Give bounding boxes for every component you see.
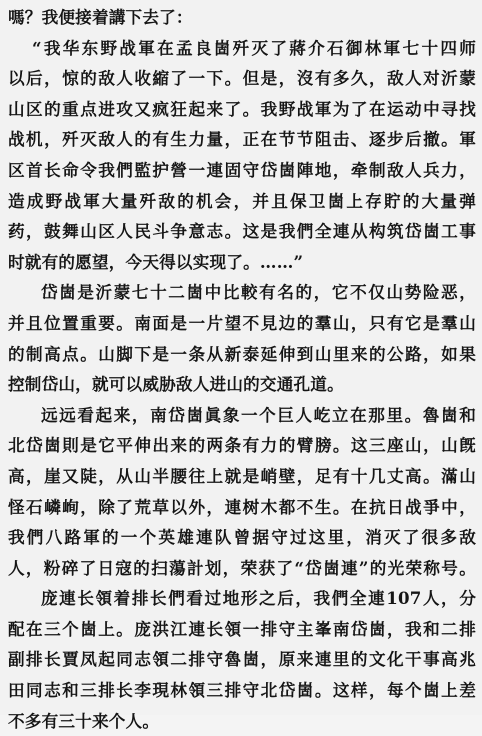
text-line: 时就有的愿望，今天得以实现了。……” xyxy=(8,251,304,272)
text-line: 区首长命令我們監护營一連固守岱崮陣地，牵制敌人兵力， xyxy=(8,159,476,180)
text-line: 的制高点。山脚下是一条从新泰延伸到山里来的公路，如果 xyxy=(8,343,476,364)
text-line: 配在三个崮上。庞洪江連长領一排守主峯南岱崮，我和二排 xyxy=(8,618,476,639)
text-line: 怪石嶙峋，除了荒草以外，連树木都不生。在抗日战爭中， xyxy=(8,496,476,517)
text-line: 人，粉碎了日寇的扫蕩計划，荣获了“岱崮連”的光荣称号。 xyxy=(8,557,476,578)
text-line: 造成野战軍大量歼敌的机会，并且保卫崮上存貯的大量弹 xyxy=(8,190,476,211)
document-body xyxy=(8,2,476,736)
text-line: 山区的重点进攻又疯狂起来了。我野战軍为了在运动中寻找 xyxy=(8,98,476,119)
text-line: 药，鼓舞山区人民斗争意志。这是我們全連从构筑岱崮工事 xyxy=(8,221,476,242)
text-line: 高，崖又陡，从山半腰往上就是峭壁，足有十几丈高。滿山 xyxy=(8,465,476,486)
text-line: 控制岱山，就可以威胁敌人进山的交通孔道。 xyxy=(8,374,344,395)
text-line: 远远看起来，南岱崮眞象一个巨人屹立在那里。魯崮和 xyxy=(41,404,476,425)
text-line: 嗎？我便接着講下去了： xyxy=(8,7,193,27)
text-line: 北岱崮則是它平伸出来的两条有力的臂膀。这三座山，山旣 xyxy=(8,435,476,456)
text-line: 副排长賈凤起同志領二排守魯崮，原来連里的文化干事高兆 xyxy=(8,649,476,670)
text-line: 我們八路軍的一个英雄連队曾据守过这里，消灭了很多敌 xyxy=(8,527,476,548)
text-line: 岱崮是沂蒙七十二崮中比較有名的，它不仅山势险恶， xyxy=(41,282,476,303)
text-line: “我华东野战軍在孟良崮歼灭了蔣介石御林軍七十四师 xyxy=(32,37,476,58)
text-line: 不多有三十来个人。 xyxy=(8,710,160,731)
text-line: 战机，歼灭敌人的有生力量，正在节节阻击、逐步后撤。軍 xyxy=(8,129,476,150)
text-line: 田同志和三排长李現林領三排守北岱崮。这样，每个崮上差 xyxy=(8,680,476,701)
text-line: 并且位置重要。南面是一片望不見边的羣山，只有它是羣山 xyxy=(8,312,476,333)
text-line: 庞連长領着排长們看过地形之后，我們全連107人，分 xyxy=(41,588,476,609)
text-line: 以后，惊的敌人收縮了一下。但是，沒有多久，敌人对沂蒙 xyxy=(8,68,476,89)
